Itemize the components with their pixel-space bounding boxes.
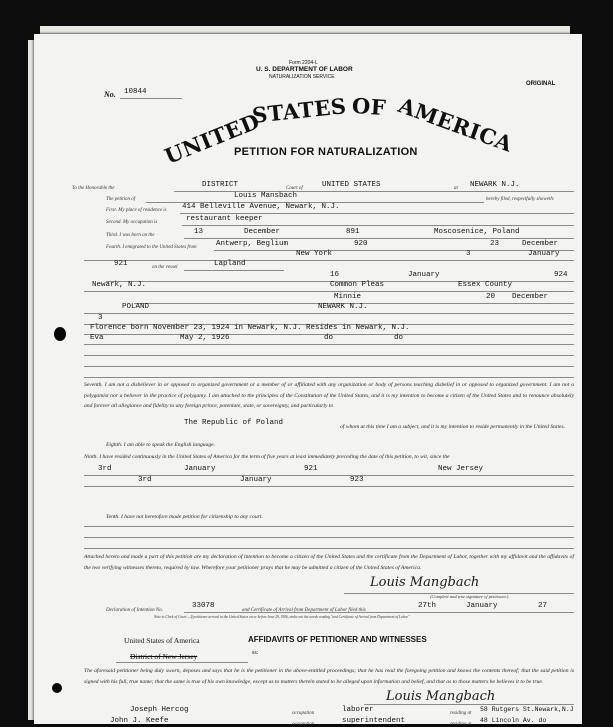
department-heading: U. S. DEPARTMENT OF LABOR [256, 66, 353, 73]
eighth-paragraph: Eighth. I am able to speak the English language. [106, 442, 216, 448]
title-america: AMERICA [395, 92, 517, 157]
birth-day: 13 [194, 228, 204, 236]
petitioner-residence: 414 Belleville Avenue, Newark, N.J. [182, 203, 340, 211]
renounced-sovereign: The Republic of Poland [184, 419, 284, 427]
continuous-month: January [240, 476, 272, 484]
signature-line [364, 704, 574, 705]
witness-1-residence: 58 Rutgers St.Newark,N.J [480, 706, 574, 713]
form-line [84, 291, 574, 292]
naturalization-petition-document [34, 34, 582, 727]
title-united: UNITED [160, 108, 264, 169]
punch-hole [52, 683, 62, 693]
wife-name: Minnie [334, 293, 362, 301]
resided-month: January [184, 465, 216, 473]
vessel-label: on the vessel [152, 265, 178, 270]
child-2-date: May 2, 1926 [180, 334, 230, 342]
wife-residence: NEWARK N.J. [318, 303, 368, 311]
form-line [84, 344, 574, 345]
arrival-year: 920 [354, 240, 368, 248]
tenth-paragraph: Tenth. I have not heretofore made petition for citizenship to any court. [106, 514, 263, 520]
resided-day: 3rd [98, 465, 112, 473]
witness-1-occupation: laborer [342, 706, 374, 714]
court-name: UNITED STATES [322, 181, 381, 189]
original-label: ORIGINAL [526, 81, 556, 87]
witness-2-residing-label: residing at [450, 722, 472, 727]
form-line [184, 612, 574, 613]
petition-number: 10844 [124, 88, 147, 96]
declaration-city: Newark, N.J. [92, 281, 147, 289]
witness-2-name: John J. Keefe [110, 717, 169, 725]
clerk-note: Note to Clerk of Court.—If petitioner arrived in the United States on or before June 29, 1906, strike out the words reading "and Certificate of Arrival from Department of Labor." [154, 615, 410, 619]
wife-birth-month: December [512, 293, 549, 301]
children-count: 3 [98, 314, 103, 322]
certificate-year: 27 [538, 602, 548, 610]
signature-caption: (Complete and true signature of petitioner.) [430, 594, 509, 599]
intention-label: Declaration of Intention No. [106, 608, 163, 613]
form-line [184, 238, 574, 239]
form-line [84, 548, 574, 549]
declaration-month: January [408, 271, 440, 279]
born-label: Third. I was born on the [106, 233, 155, 238]
form-line [84, 377, 574, 378]
declaration-year: 924 [554, 271, 568, 279]
witness-1-occupation-label: occupation [292, 711, 315, 716]
emigrated-from: Antwerp, Beglium [216, 240, 289, 248]
court-at-label: at [454, 186, 458, 191]
court-of-label: Court of [286, 186, 303, 191]
declaration-county: Essex County [458, 281, 513, 289]
vessel-name: Lapland [214, 260, 246, 268]
form-line [214, 250, 574, 251]
document-subtitle: PETITION FOR NATURALIZATION [234, 146, 418, 158]
petition-number-label: No. [104, 90, 116, 99]
affidavits-heading: AFFIDAVITS OF PETITIONER AND WITNESSES [248, 635, 427, 644]
affidavit-ss: ss: [252, 650, 259, 656]
attached-paragraph: Attached hereto and made a part of this petition are my declaration of intention to become a citizen of the United States and the certificate from the Department of Labor, together with my affidavit and the affidavits of the two verifying witnesses thereto, required by law. Wherefore your petitioner prays that he may be admitted a citizen of the United States of America. [84, 554, 574, 571]
form-line [84, 313, 574, 314]
arrival-on-day: 3 [466, 250, 471, 258]
witness-1-name: Joseph Hercog [130, 706, 189, 714]
form-line [84, 366, 574, 367]
wife-birth-day: 20 [486, 293, 496, 301]
arrival-on-year: 921 [114, 260, 128, 268]
court-type: DISTRICT [202, 181, 239, 189]
title-of: OF [351, 92, 388, 121]
arrival-port: New York [296, 250, 333, 258]
birth-month: December [244, 228, 281, 236]
form-line [180, 213, 574, 214]
occupation-label: Second. My occupation is [106, 220, 158, 225]
affidavit-signature: Louis Mangbach [386, 689, 496, 704]
title-states: STATES [250, 93, 348, 128]
petitioner-name: Louis Mansbach [234, 192, 298, 200]
arrival-on-month: January [528, 250, 560, 258]
continuous-day: 3rd [138, 476, 152, 484]
declaration-day: 16 [330, 271, 340, 279]
child-2-ditto-1: do [324, 334, 334, 342]
certificate-label: and Certificate of Arrival from Department of Labor filed this [242, 608, 366, 613]
court-place: NEWARK N.J. [470, 181, 520, 189]
petitioner-signature: Louis Mangbach [370, 575, 480, 590]
child-1: Florence born November 23, 1924 in Newark, N.J. Resides in Newark, N.J. [90, 324, 410, 332]
form-line [116, 662, 248, 663]
affidavit-district: District of New Jersey [130, 652, 198, 661]
form-number: Form 2204-L [289, 60, 318, 66]
form-line [184, 270, 284, 271]
form-line [84, 475, 574, 476]
arrival-month: December [522, 240, 559, 248]
arrival-day: 23 [490, 240, 500, 248]
resided-state: New Jersey [438, 465, 484, 473]
honorable-label: To the Honorable the [72, 186, 115, 191]
witness-2-occupation-label: occupation [292, 722, 315, 727]
child-2-ditto-2: do [394, 334, 404, 342]
resided-year: 921 [304, 465, 318, 473]
service-heading: NATURALIZATION SERVICE [269, 74, 335, 80]
ninth-paragraph: Ninth. I have resided continuously in the United States of America for the term of five years at least immediately preceding the date of this petition, to wit, since the [84, 454, 450, 460]
witness-2-occupation: superintendent [342, 717, 406, 725]
form-line [182, 225, 574, 226]
number-underline [120, 98, 182, 99]
residence-label: First. My place of residence is [106, 208, 167, 213]
birth-year: 891 [346, 228, 360, 236]
certificate-month: January [466, 602, 498, 610]
emigrated-label: Fourth. I emigrated to the United States from [106, 245, 197, 250]
punch-hole [54, 327, 66, 341]
seventh-paragraph-end: of whom at this time I am a subject, and it is my intention to reside permanently in the United States. [340, 424, 566, 430]
petitioner-occupation: restaurant keeper [186, 215, 263, 223]
form-line [84, 537, 574, 538]
underlying-page-edge [40, 26, 570, 34]
affidavit-usa: United States of America [124, 636, 200, 645]
petition-of-suffix: hereby filed, respectfully showeth: [486, 197, 555, 202]
petition-of-label: The petition of [106, 197, 136, 202]
form-line [84, 526, 574, 527]
continuous-year: 923 [350, 476, 364, 484]
declaration-court: Common Pleas [330, 281, 385, 289]
birth-place: Moscosenice, Poland [434, 228, 520, 236]
witness-2-residence: 48 Lincoln Av. do [480, 717, 547, 724]
certificate-day: 27th [418, 602, 437, 610]
child-2-name: Eva [90, 334, 104, 342]
witness-1-residing-label: residing at [450, 711, 472, 716]
form-line [84, 260, 574, 261]
form-line [84, 486, 574, 487]
intention-number: 33078 [192, 602, 215, 610]
seventh-paragraph: Seventh. I am not a disbeliever in or opposed to organized government or a member of or affiliated with any organization or body of persons teaching disbelief in or opposed to organized government. I am not a polygamist nor a believer in the practice of polygamy. I am attached to the principles of the Constitution of the United States, and it is my intention to become a citizen of the United States and to renounce absolutely and forever all allegiance and fidelity to any foreign prince, potentate, state, or sovereignty, and particularly to [84, 382, 574, 409]
wife-country: POLAND [122, 303, 150, 311]
form-line [84, 355, 574, 356]
affidavit-text: The aforesaid petitioner being duly sworn, deposes and says that he is the petitioner in the above-entitled proceedings; that he has read the foregoing petition and knows the contents thereof; that the said petition is signed with his full, true name; that the same is true of his own knowledge, except as to matters therein stated to be alleged upon information and belief, and that as to those matters he believes it to be true. [84, 668, 574, 685]
